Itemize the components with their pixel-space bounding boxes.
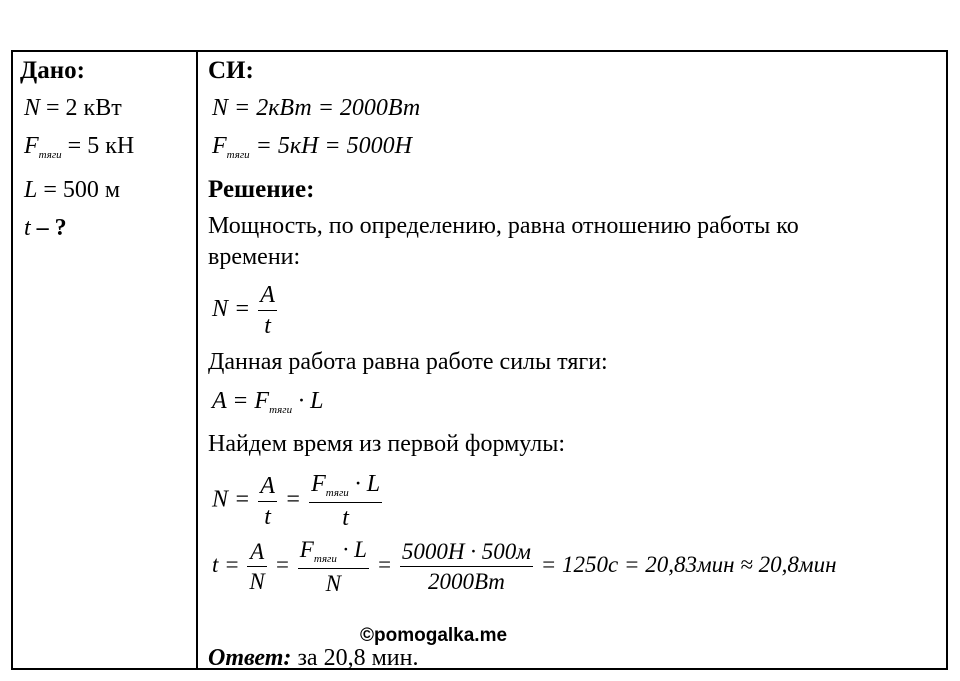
given-time-value: – ? (36, 215, 67, 241)
formula-3-f-subscript: тяги (325, 487, 349, 499)
answer-text: за 20,8 мин. (297, 645, 419, 671)
si-force-rest: = 5кН = 5000Н (255, 133, 412, 159)
given-force-value: = 5 кН (67, 133, 135, 159)
formula-4-equals-2: = (376, 551, 393, 577)
given-header: Дано: (20, 57, 85, 84)
formula-4-fraction-3-numerator: 5000Н · 500м (400, 540, 533, 567)
formula-4-fraction-1-denominator: N (249, 569, 265, 594)
si-force (212, 134, 412, 161)
formula-4-fraction-2-denominator: N (325, 571, 342, 596)
formula-time-calculation (212, 538, 837, 595)
formula-time-derivation (212, 472, 384, 530)
formula-4-f-rest: · L (342, 537, 367, 562)
formula-3-fraction-2-numerator (309, 472, 382, 503)
given-power (24, 96, 122, 120)
formula-2-rest: · L (298, 388, 324, 414)
formula-2-subscript: тяги (269, 404, 293, 416)
si-power: N = 2кВт = 2000Вт (212, 95, 421, 121)
si-header: СИ: (208, 57, 254, 84)
given-force-symbol: F (24, 133, 39, 159)
solution-text-1-line-1: Мощность, по определению, равна отношению работы ко (208, 213, 799, 239)
given-time-symbol: t (24, 215, 31, 241)
watermark: ©pomogalka.me (360, 625, 508, 646)
formula-4-result: = 1250с = 20,83мин ≈ 20,8мин (540, 551, 837, 577)
formula-3-f-rest: · L (354, 471, 381, 497)
si-force-subscript: тяги (226, 149, 250, 161)
formula-2-lhs: A = F (212, 388, 270, 414)
answer-label: Ответ: (208, 645, 292, 671)
formula-1-denominator: t (264, 313, 271, 339)
formula-4-fraction-3 (400, 540, 533, 593)
column-divider (196, 50, 198, 670)
formula-1-fraction (258, 283, 277, 338)
formula-4-fraction-1-numerator: A (247, 540, 266, 567)
given-distance (24, 178, 120, 202)
given-distance-value: = 500 м (43, 177, 121, 203)
given-power-value: = 2 кВт (46, 95, 122, 121)
formula-4-fraction-1 (247, 540, 266, 593)
answer-line (208, 646, 418, 670)
formula-3-equals: = (284, 486, 302, 513)
given-power-symbol: N (24, 95, 41, 121)
formula-4-equals-1: = (274, 551, 291, 577)
solution-text-2: Данная работа равна работе силы тяги: (208, 349, 608, 375)
given-time-unknown (24, 216, 67, 240)
formula-3-fraction-2 (309, 472, 382, 530)
formula-3-f-symbol: F (311, 471, 326, 497)
formula-4-f-subscript: тяги (313, 553, 337, 565)
given-force-subscript: тяги (38, 149, 62, 161)
si-force-symbol: F (212, 133, 227, 159)
formula-4-f-symbol: F (299, 537, 314, 562)
formula-4-fraction-2 (298, 538, 369, 595)
solution-header: Решение: (208, 176, 315, 203)
formula-power-definition (212, 283, 279, 338)
given-distance-symbol: L (24, 177, 38, 203)
formula-3-fraction-1 (258, 474, 277, 529)
formula-4-fraction-3-denominator: 2000Вт (427, 569, 505, 594)
formula-3-fraction-1-numerator: A (258, 474, 277, 502)
solution-text-3: Найдем время из первой формулы: (208, 431, 566, 457)
solution-text-1-line-2: времени: (208, 244, 301, 270)
formula-work (212, 389, 323, 416)
given-force (24, 134, 134, 161)
formula-4-lhs: t = (212, 551, 240, 577)
formula-3-fraction-1-denominator: t (264, 503, 271, 530)
formula-1-numerator: A (258, 283, 277, 311)
formula-3-lhs: N = (212, 486, 251, 513)
formula-3-fraction-2-denominator: t (342, 505, 349, 531)
formula-1-lhs: N = (212, 296, 251, 323)
formula-4-fraction-2-numerator (298, 538, 369, 569)
